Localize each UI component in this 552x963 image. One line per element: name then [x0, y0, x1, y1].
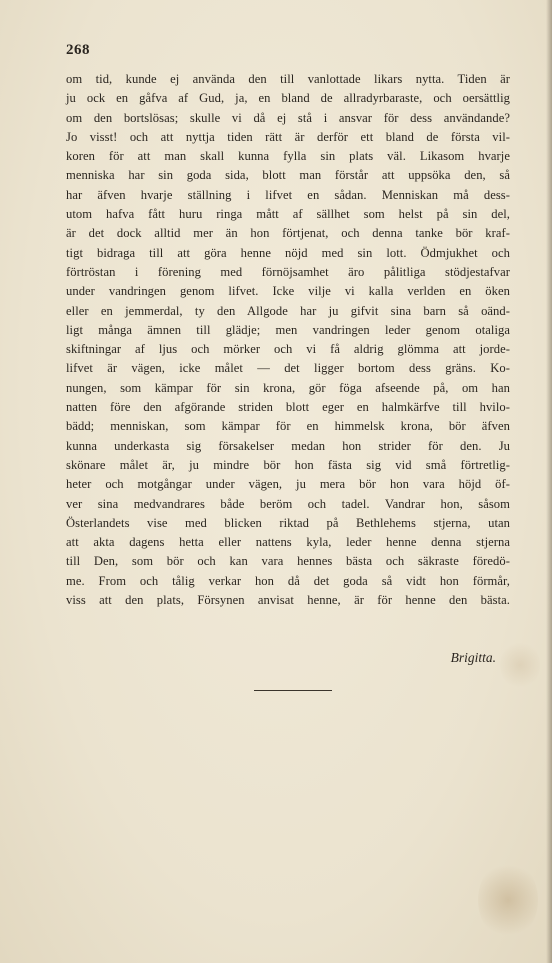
page-number: 268	[66, 42, 90, 58]
text-line: har äfven hvarje ställning i lifvet en sådan. Menniskan må dess-	[66, 187, 510, 202]
text-line: menniska har sin goda sida, blott man förstår att uppsöka den, så	[66, 168, 510, 183]
text-line: eller en jemmerdal, ty den Allgode har ju gifvit sina barn så oänd-	[66, 303, 510, 318]
text-line: skönare målet är, ju mindre bör hon fästa sig vid små förtretlig-	[66, 457, 510, 472]
paper-stain	[478, 860, 538, 940]
text-line: Österlandets vise med blicken riktad på Bethlehems stjerna, utan	[66, 515, 510, 530]
text-line: om tid, kunde ej använda den till vanlottade likars nytta. Tiden är	[66, 72, 510, 86]
text-line: bädd; menniskan, som kämpar för en himmelsk krona, bör äfven	[66, 419, 510, 434]
text-line: kunna underkasta sig försakelser medan hon strider för den. Ju	[66, 438, 510, 453]
text-line: koren för att man skall kunna fylla sin plats väl. Likasom hvarje	[66, 149, 510, 164]
text-line: är det dock alltid mer än hon förtjenat, och denna tanke bör kraf-	[66, 226, 510, 241]
body-text	[66, 70, 510, 610]
text-line: heter och motgångar under vägen, ju mera bör hon vara höjd öf-	[66, 477, 510, 492]
text-line: att akta dagens hetta eller nattens kyla, leder henne denna stjerna	[66, 535, 510, 550]
paper-stain	[500, 640, 540, 690]
text-line: om den bortslösas; skulle vi då ej stå i ansvar för dess användande?	[66, 110, 510, 125]
text-line: ju ock en gåfva af Gud, ja, en bland de allradyrbaraste, och oersättlig	[66, 91, 510, 106]
text-line: ver sina medvandrares både beröm och tadel. Vandrar hon, såsom	[66, 496, 510, 511]
text-line: Jo visst! och att nyttja tiden rätt är derför ett bland de första vil-	[66, 129, 510, 144]
text-line: natten före den afgörande striden blott eger en halmkärfve till hvilo-	[66, 400, 510, 415]
text-line: skiftningar af ljus och mörker och vi få aldrig glömma att jorde-	[66, 342, 510, 357]
text-line: förtröstan i förening med förnöjsamhet äro pålitliga stödjestafvar	[66, 264, 510, 279]
text-line: viss att den plats, Försynen anvisat henne, är för henne den bästa.	[66, 593, 510, 608]
text-line: nungen, som kämpar för sin krona, gör föga afseende på, om han	[66, 380, 510, 395]
text-line: under vandringen genom lifvet. Icke vilje vi kalla verlden en öken	[66, 284, 510, 299]
text-line: ligt många ämnen till glädje; men vandringen leder genom otaliga	[66, 322, 510, 337]
author-signature: Brigitta.	[450, 650, 496, 665]
text-line: tigt bidraga till att göra henne nöjd med sin lott. Ödmjukhet och	[66, 245, 510, 260]
text-line: till Den, som bör och kan vara hennes bästa och säkraste föredö-	[66, 554, 510, 569]
section-divider	[254, 690, 332, 691]
text-line: me. From och tålig verkar hon då det goda så vidt hon förmår,	[66, 573, 510, 588]
text-line: lifvet är vägen, icke målet — det ligger bortom dess gräns. Ko-	[66, 361, 510, 376]
text-line: utom hafva fått huru ringa mått af sällhet som helst på sin del,	[66, 207, 510, 222]
